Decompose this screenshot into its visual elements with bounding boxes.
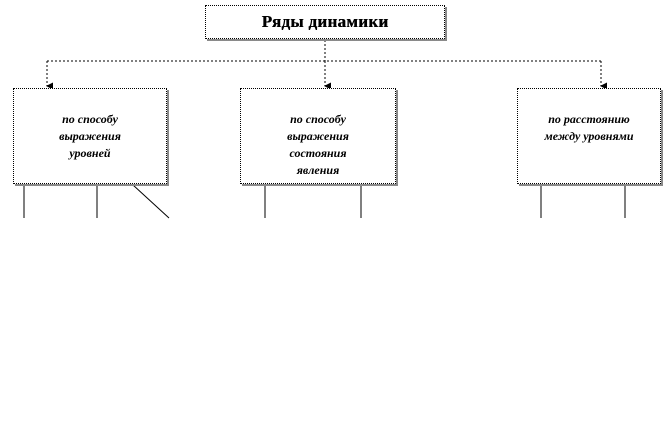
diagram-title: Ряды динамики: [261, 12, 389, 31]
category-label: по способу выражения уровней: [59, 112, 121, 160]
category-box-expression-of-state: [240, 88, 396, 184]
category-label: по способу выражения состояния явления: [287, 112, 349, 177]
category-box-expression-of-levels: [13, 88, 167, 184]
category-label: по расстоянию между уровнями: [544, 112, 634, 143]
diagram-title-box: [205, 5, 445, 39]
box-1-leg-diagonal: [133, 185, 169, 218]
category-box-distance-between-levels: [517, 88, 661, 184]
